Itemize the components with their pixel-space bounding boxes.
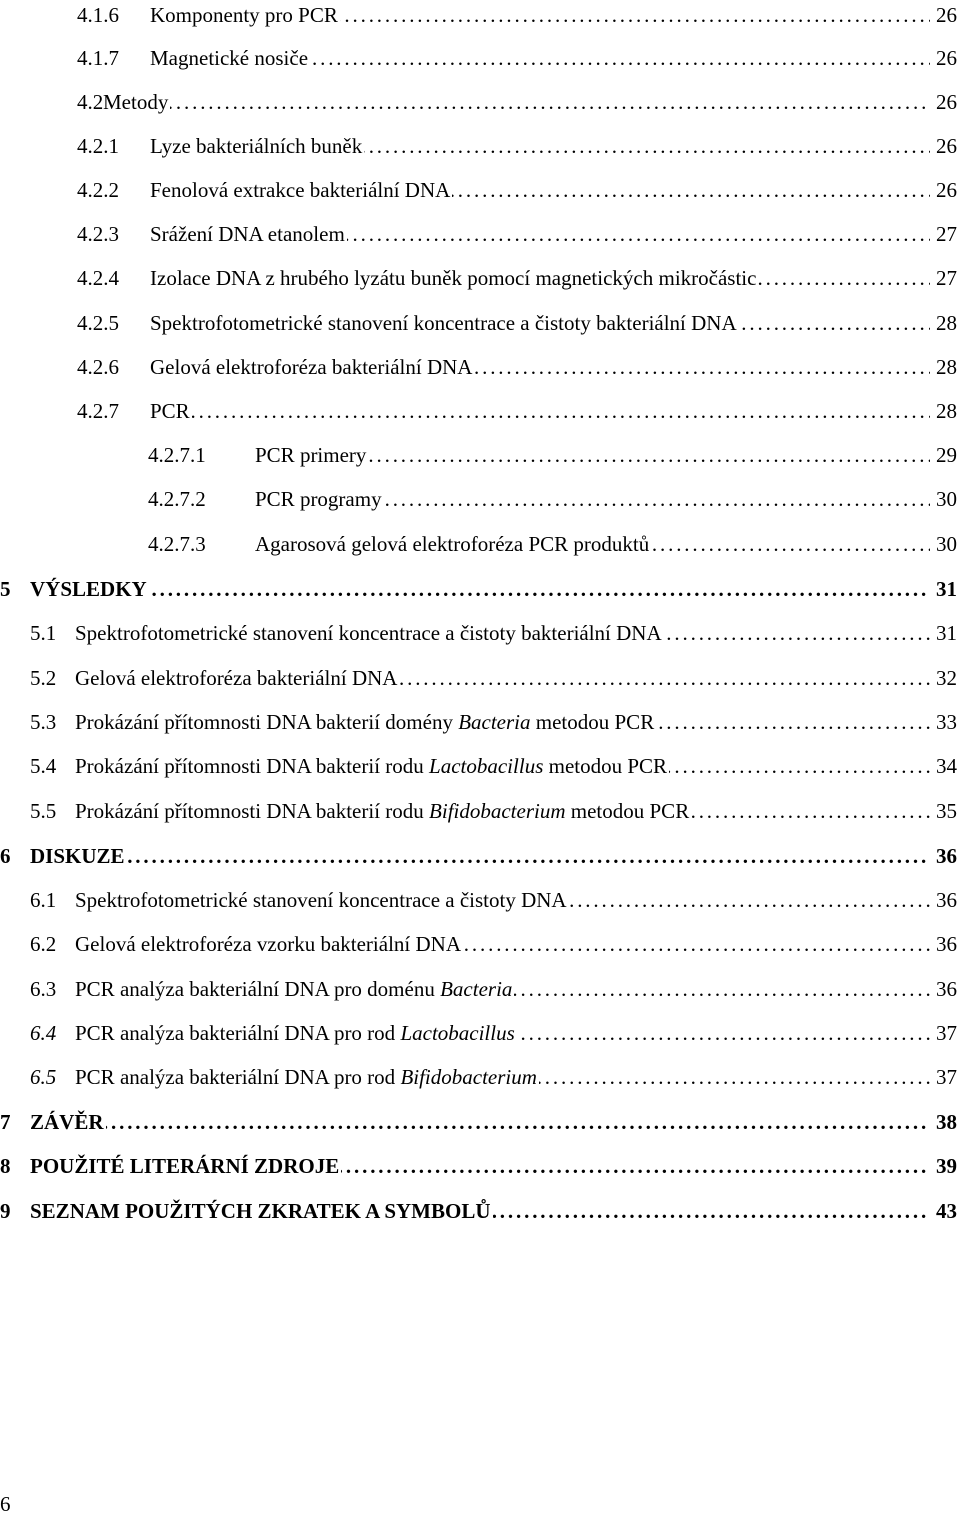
toc-entry-number: 5.1 [30,621,57,645]
toc-entry-title-text: SEZNAM POUŽITÝCH ZKRATEK A SYMBOLŮ [30,1199,491,1223]
toc-entry[interactable] [0,929,960,959]
toc-entry-title [30,1151,341,1181]
toc-entry-title [150,43,310,73]
toc-entry-number: 5.2 [30,666,57,690]
toc-entry-title-text: POUŽITÉ LITERÁRNÍ ZDROJE [30,1154,340,1178]
toc-entry[interactable] [0,440,960,470]
toc-entry-page-number: 30 [930,484,957,514]
toc-entry-title-italic: Lactobacillus [429,754,544,778]
toc-entry[interactable] [0,1196,960,1226]
page-number: 6 [0,1492,11,1516]
toc-entry-title [75,618,664,648]
toc-entry[interactable] [0,529,960,559]
toc-entry-number: 4.2 [77,90,104,114]
toc-leader-dots [30,841,954,871]
toc-entry-title-text: Prokázání přítomnosti DNA bakterií rodu [75,799,430,823]
toc-entry-title [30,841,127,871]
toc-entry-title-text: PCR analýza bakteriální DNA pro rod [75,1021,401,1045]
toc-entry-page-number: 26 [930,175,957,205]
toc-entry-page-number: 36 [930,929,957,959]
toc-entry-page-number: 37 [930,1062,957,1092]
toc-entry[interactable] [0,1062,960,1092]
toc-entry-title [75,796,691,826]
toc-entry-page-number: 31 [930,618,957,648]
toc-entry-page-number: 26 [930,87,957,117]
toc-entry-number: 6 [0,844,11,868]
toc-entry[interactable] [0,484,960,514]
toc-entry-title [150,352,474,382]
toc-entry[interactable] [0,707,960,737]
toc-entry-title-text: Gelová elektroforéza vzorku bakteriální DNA [75,932,461,956]
toc-entry-page-number: 36 [930,841,957,871]
toc-entry[interactable] [0,974,960,1004]
toc-entry-title [255,529,651,559]
toc-entry-title-text: Spektrofotometrické stanovení koncentrace a čistoty bakteriální DNA [150,311,737,335]
toc-entry-page-number: 36 [930,885,957,915]
toc-entry-title [150,396,192,426]
toc-entry-title-text: Metody [103,90,169,114]
toc-entry-page-number: 33 [930,707,957,737]
toc-entry[interactable] [0,885,960,915]
toc-entry-title [255,484,384,514]
toc-entry-page-number: 36 [930,974,957,1004]
toc-entry-number: 4.2.6 [77,355,119,379]
toc-entry-title-text: metodou PCR [530,710,655,734]
toc-entry-title [75,1018,517,1048]
toc-entry-number: 4.2.3 [77,222,119,246]
toc-entry-page-number: 28 [930,396,957,426]
toc-entry-title-text: Prokázání přítomnosti DNA bakterií rodu [75,754,430,778]
toc-entry-title-text: Komponenty pro PCR [150,3,338,27]
toc-entry-page-number: 32 [930,663,957,693]
toc-entry-number: 6.5 [30,1065,57,1089]
toc-entry-title-text: DISKUZE [30,844,125,868]
toc-entry[interactable] [0,308,960,338]
toc-entry-title [150,175,452,205]
toc-entry-title [75,1062,539,1092]
toc-entry-title [150,308,739,338]
toc-entry-number: 5.3 [30,710,57,734]
toc-entry-title-text: Lyze bakteriálních buněk [150,134,363,158]
toc-entry-number: 4.2.7.2 [148,487,206,511]
toc-entry[interactable] [0,1151,960,1181]
toc-entry[interactable] [0,396,960,426]
toc-entry-page-number: 35 [930,796,957,826]
toc-entry-title-italic: Bacteria [458,710,531,734]
toc-entry-number: 4.2.7 [77,399,119,423]
toc-entry-number: 4.2.4 [77,266,119,290]
toc-entry-title-text: Spektrofotometrické stanovení koncentrace a čistoty DNA [75,888,567,912]
toc-entry[interactable] [0,796,960,826]
toc-entry-title [75,751,669,781]
toc-entry-page-number: 28 [930,352,957,382]
toc-entry[interactable] [0,352,960,382]
toc-entry-title-italic: Bifidobacterium [429,799,566,823]
toc-entry-page-number: 30 [930,529,957,559]
toc-entry-number: 6.1 [30,888,57,912]
toc-entry-number: 5 [0,577,11,601]
toc-entry-title [75,663,399,693]
toc-entry-page-number: 43 [930,1196,957,1226]
toc-entry[interactable] [0,574,960,604]
toc-entry-number: 4.1.6 [77,3,119,27]
toc-entry-title-text: PCR analýza bakteriální DNA pro doménu [75,977,441,1001]
toc-entry-page-number: 29 [930,440,957,470]
toc-entry-page-number: 31 [930,574,957,604]
toc-entry-title [75,707,656,737]
toc-entry-title-text: PCR [150,399,190,423]
toc-entry[interactable] [0,618,960,648]
toc-entry[interactable] [0,87,960,117]
toc-entry-page-number: 26 [930,131,957,161]
toc-entry-title-text: PCR analýza bakteriální DNA pro rod [75,1065,401,1089]
toc-entry-title-text: Magnetické nosiče [150,46,309,70]
toc-entry-number: 4.2.5 [77,311,119,335]
toc-entry[interactable] [0,131,960,161]
toc-entry-title-text: Fenolová extrakce bakteriální DNA [150,178,451,202]
toc-entry-page-number: 38 [930,1107,957,1137]
toc-entry-title-text: PCR programy [255,487,382,511]
toc-entry-title [30,1107,106,1137]
toc-entry[interactable] [0,1107,960,1137]
toc-entry-title [30,1196,493,1226]
toc-entry[interactable] [0,175,960,205]
toc-entry-title [75,974,514,1004]
toc-entry-title-text: PCR primery [255,443,367,467]
toc-entry-title-text: Spektrofotometrické stanovení koncentrace a čistoty bakteriální DNA [75,621,662,645]
toc-entry-title-italic: Bacteria [440,977,513,1001]
toc-entry-title-text: Gelová elektroforéza bakteriální DNA [75,666,398,690]
toc-entry-number: 6.4 [30,1021,57,1045]
toc-entry-title [103,87,170,117]
toc-entry-title-text: Izolace DNA z hrubého lyzátu buněk pomocí magnetických mikročástic [150,266,757,290]
toc-entry-page-number: 27 [930,263,957,293]
toc-entry-number: 6.3 [30,977,57,1001]
toc-entry-title [30,574,149,604]
toc-entry-title-text: ZÁVĚR [30,1110,104,1134]
toc-entry-page-number: 39 [930,1151,957,1181]
toc-entry[interactable] [0,263,960,293]
toc-entry-title-text: Gelová elektroforéza bakteriální DNA [150,355,473,379]
toc-entry-page-number: 37 [930,1018,957,1048]
toc-entry-number: 4.2.2 [77,178,119,202]
toc-entry[interactable] [0,219,960,249]
toc-entry-title-text: Srážení DNA etanolem [150,222,345,246]
toc-leader-dots [30,574,954,604]
toc-entry-title-italic: Lactobacillus [400,1021,515,1045]
toc-entry-title-text: metodou PCR [565,799,690,823]
toc-entry-title-text: Agarosová gelová elektroforéza PCR produktů [255,532,650,556]
toc-entry-title [150,131,364,161]
toc-entry-title [75,929,463,959]
toc-entry[interactable] [0,751,960,781]
toc-entry-page-number: 26 [930,43,957,73]
toc-entry-title [150,219,347,249]
toc-entry-number: 4.1.7 [77,46,119,70]
toc-entry-number: 9 [0,1199,11,1223]
toc-leader-dots [30,1107,954,1137]
toc-entry-title-italic: Bifidobacterium [400,1065,537,1089]
toc-entry-title [150,263,758,293]
toc-entry-title-text: Prokázání přítomnosti DNA bakterií domény [75,710,459,734]
toc-entry[interactable] [0,841,960,871]
toc-entry-number: 4.2.7.1 [148,443,206,467]
toc-entry-number: 4.2.7.3 [148,532,206,556]
toc-entry-page-number: 28 [930,308,957,338]
toc-entry-page-number: 26 [930,0,957,30]
toc-entry-number: 5.5 [30,799,57,823]
toc-entry-title-text: metodou PCR [543,754,668,778]
toc-leader-dots [150,396,954,426]
toc-entry[interactable] [0,0,960,30]
toc-entry-number: 4.2.1 [77,134,119,158]
toc-entry-title [75,885,569,915]
toc-entry-number: 7 [0,1110,11,1134]
toc-entry-title-text: VÝSLEDKY [30,577,147,601]
toc-entry-title [255,440,368,470]
toc-entry-number: 6.2 [30,932,57,956]
toc-leader-dots [103,87,954,117]
toc-entry[interactable] [0,1018,960,1048]
toc-entry-title [150,0,340,30]
toc-entry-number: 5.4 [30,754,57,778]
toc-entry[interactable] [0,43,960,73]
toc-entry-page-number: 27 [930,219,957,249]
toc-entry[interactable] [0,663,960,693]
toc-entry-page-number: 34 [930,751,957,781]
toc-entry-number: 8 [0,1154,11,1178]
